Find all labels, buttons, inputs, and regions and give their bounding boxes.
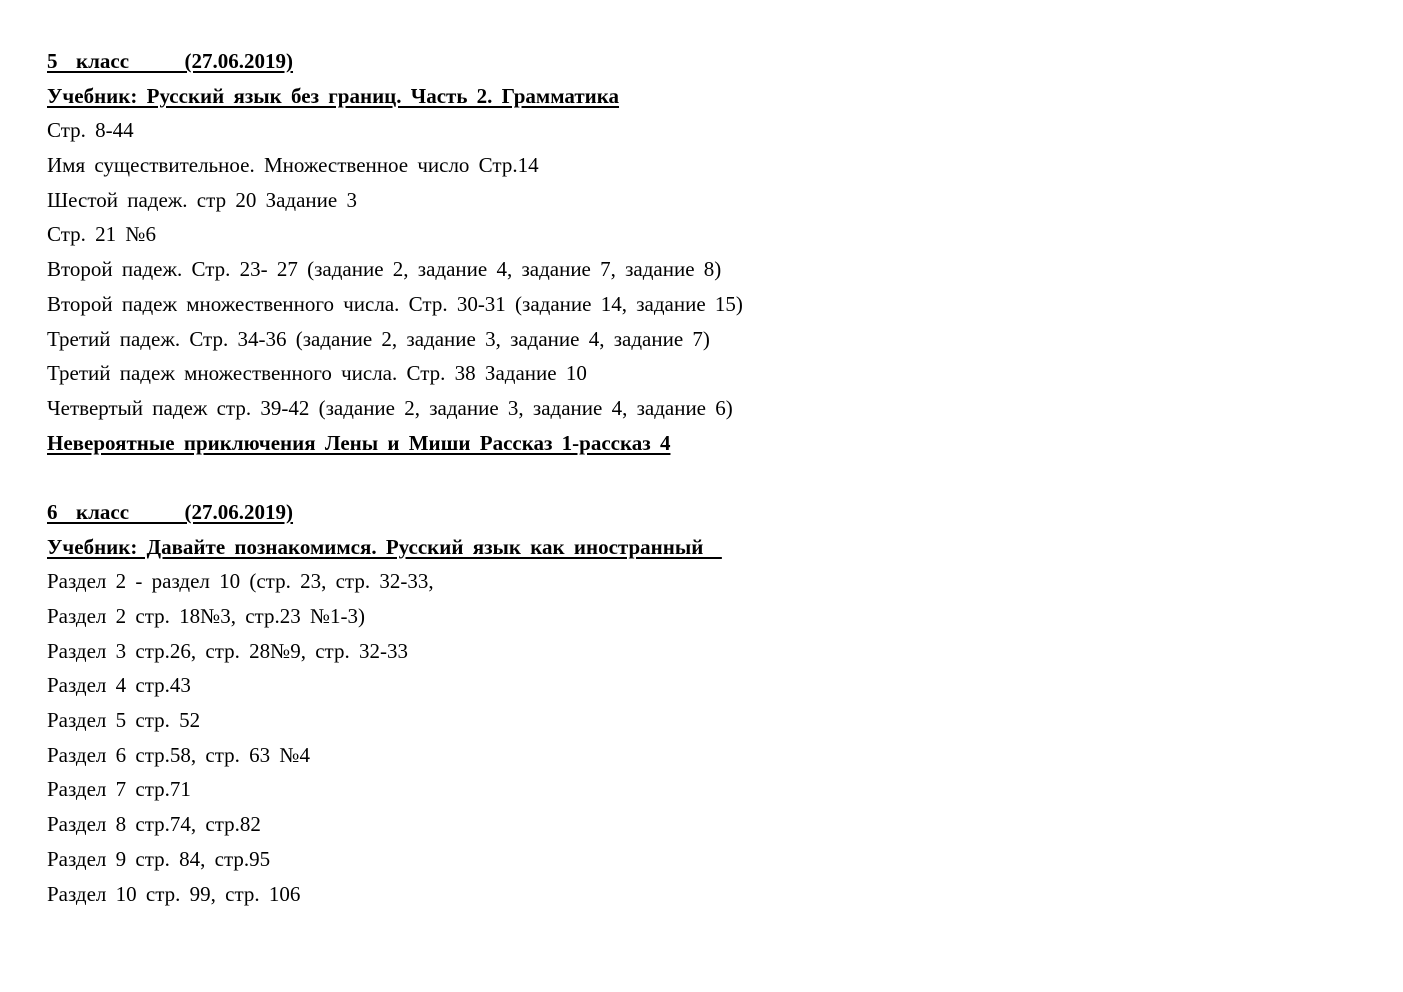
grade-5-line: Третий падеж. Стр. 34-36 (задание 2, задание 3, задание 4, задание 7) (47, 326, 710, 351)
grade-5-reading-heading: Невероятные приключения Лены и Миши Рассказ 1-рассказ 4 (47, 430, 671, 455)
grade-5-line: Шестой падеж. стр 20 Задание 3 (47, 187, 357, 212)
grade-6-line: Раздел 7 стр.71 (47, 777, 191, 802)
grade-6-line: Раздел 10 стр. 99, стр. 106 (47, 881, 301, 906)
grade-6-line: Раздел 4 стр.43 (47, 673, 191, 698)
grade-5-textbook-heading: Учебник: Русский язык без границ. Часть 2. Грамматика (47, 83, 620, 108)
grade-6-line: Раздел 3 стр.26, стр. 28№9, стр. 32-33 (47, 638, 408, 663)
grade-6-line: Раздел 6 стр.58, стр. 63 №4 (47, 742, 310, 767)
grade-5-heading: 5 класс (27.06.2019) (47, 49, 294, 73)
grade-5-line: Второй падеж множественного числа. Стр. 30-31 (задание 14, задание 15) (47, 291, 743, 316)
grade-6-line: Раздел 2 стр. 18№3, стр.23 №1-3) (47, 604, 365, 628)
document-page (47, 44, 1347, 911)
grade-5-line: Стр. 8-44 (47, 118, 134, 143)
grade-6-heading: 6 класс (27.06.2019) (47, 499, 294, 524)
grade-5-line: Имя существительное. Множественное число Стр.14 (47, 153, 539, 178)
grade-6-line: Раздел 8 стр.74, стр.82 (47, 812, 261, 837)
grade-6-line: Раздел 2 - раздел 10 (стр. 23, стр. 32-33, (47, 569, 434, 594)
grade-5-line: Стр. 21 №6 (47, 222, 156, 247)
grade-6-line: Раздел 5 стр. 52 (47, 708, 201, 733)
grade-5-section (47, 44, 1347, 460)
grade-6-line: Раздел 9 стр. 84, стр.95 (47, 846, 271, 871)
section-spacer (47, 460, 1347, 495)
grade-6-section (47, 495, 1347, 911)
grade-5-line: Второй падеж. Стр. 23- 27 (задание 2, задание 4, задание 7, задание 8) (47, 257, 722, 282)
grade-6-textbook-heading: Учебник: Давайте познакомимся. Русский язык как иностранный (47, 534, 722, 559)
grade-5-line: Четвертый падеж стр. 39-42 (задание 2, задание 3, задание 4, задание 6) (47, 395, 733, 420)
grade-5-line: Третий падеж множественного числа. Стр. 38 Задание 10 (47, 361, 587, 386)
